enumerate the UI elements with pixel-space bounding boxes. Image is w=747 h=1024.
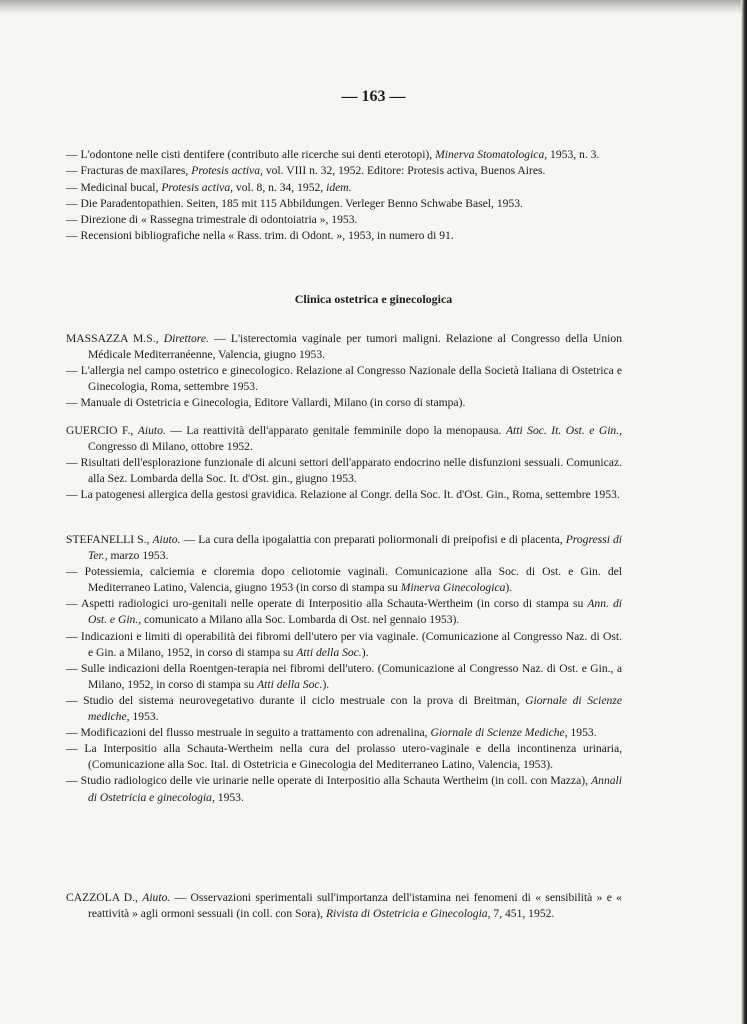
bib-entry: — Die Paradentopathien. Seiten, 185 mit 115 Abbildungen. Verleger Benno Schwabe Basel, 1953. [66, 196, 523, 210]
bib-entry: — Fracturas de maxilares, Protesis activa, vol. VIII n. 32, 1952. Editore: Protesis activa, Buenos Aires. [66, 164, 546, 178]
bib-entry: — Studio del sistema neurovegetativo durante il ciclo mestruale con la prova di Breitman, Giornale di Scienze mediche, 1953. [66, 693, 622, 724]
bib-entry: — Recensioni bibliografiche nella « Rass. trim. di Odont. », 1953, in numero di 91. [66, 229, 454, 243]
scan-right-edge [741, 0, 747, 1024]
author-entry: STEFANELLI S., Aiuto. — La cura della ipogalattia con preparati poliormonali di preipofisi e di placenta, Progressi di Ter., marzo 1953. [66, 533, 623, 563]
bib-entry: — Modificazioni del flusso mestruale in seguito a trattamento con adrenalina, Giornale di Scienze Mediche, 1953. [66, 726, 597, 740]
author-block-cazzola [66, 890, 622, 922]
bib-entry: — L'odontone nelle cisti dentifere (contributo alle ricerche sui denti eterotopi), Minerva Stomatologica, 1953, n. 3. [66, 148, 600, 161]
bib-entry: — L'allergia nel campo ostetrico e ginecologico. Relazione al Congresso Nazionale della Società Italiana di Ostetrica e Ginecologia, Roma, settembre 1953. [66, 364, 622, 394]
bib-entry: — Aspetti radiologici uro-genitali nelle operate di Interpositio alla Schauta-Wertheim (in corso di stampa su Ann. di Ost. e Gin., comunicato a Milano alla Soc. Lombarda di Ost. nel gennaio 1953). [66, 597, 622, 627]
bib-entry: — Sulle indicazioni della Roentgen-terapia nei fibromi dell'utero. (Comunicazione al Congresso Naz. di Ost. e Gin., a Milano, 1952, in corso di stampa su Atti della Soc.). [66, 661, 622, 691]
bib-entry: — Medicinal bucal, Protesis activa, vol. 8, n. 34, 1952, idem. [66, 180, 352, 194]
author-block-massazza [66, 331, 622, 411]
author-entry: MASSAZZA M.S., Direttore. — L'isterectomia vaginale per tumori maligni. Relazione al Congresso della Union Médicale Mediterranéenne, Valencia, giugno 1953. [66, 332, 622, 362]
author-name: CAZZOLA D., [66, 891, 143, 904]
bib-entry: — Indicazioni e limiti di operabilità dei fibromi dell'utero per via vaginale. (Comunicazione al Congresso Naz. di Ost. e Gin. a Milano, 1952, in corso di stampa su Atti della Soc.). [66, 629, 622, 659]
section-heading: Clinica ostetrica e ginecologica [294, 292, 453, 306]
bib-entry: — Potessiemia, calciemia e cloremia dopo celiotomie vaginali. Comunicazione alla Soc. di Ost. e Gin. del Mediterraneo Latino, Valencia, giugno 1953 (in corso di stampa su Minerva Ginecologica). [66, 565, 622, 595]
bib-entry: — Direzione di « Rassegna trimestrale di odontoiatria », 1953. [66, 213, 358, 227]
scan-top-edge [0, 0, 747, 14]
author-entry: CAZZOLA D., Aiuto. — Osservazioni sperimentali sull'importanza dell'istamina nei fenomeni di « sensibilità » e « reattività » agli ormoni sessuali (in coll. con Sora), Rivista di Ostetricia e Ginecologia, 7, 451, 1952. [66, 891, 622, 921]
bib-entry: — La Interpositio alla Schauta-Wertheim nella cura del prolasso utero-vaginale e della incontinenza urinaria, (Comunicazione alla Soc. Ital. di Ostetricia e Ginecologia del Mediterraneo Latino, Valencia, 1953). [66, 742, 622, 772]
bib-entry: — La patogenesi allergica della gestosi gravidica. Relazione al Congr. della Soc. It. d'Ost. Gin., Roma, settembre 1953. [66, 488, 620, 502]
author-name: GUERCIO F., [66, 424, 138, 437]
author-name: STEFANELLI S., [66, 533, 153, 546]
bib-entry: — Risultati dell'esplorazione funzionale di alcuni settori dell'apparato endocrino nelle disfunzioni sessuali. Comunicaz. alla Sez. Lombarda della Soc. It. d'Ost. gin., giugno 1953. [66, 456, 622, 486]
author-name: MASSAZZA M.S., [66, 332, 164, 345]
bib-entry: — Studio radiologico delle vie urinarie nelle operate di Interpositio alla Schauta Wertheim (in coll. con Mazza), Annali di Ostetricia e ginecologia, 1953. [66, 774, 622, 804]
author-block-guercio [66, 423, 622, 503]
page-number: — 163 — [341, 88, 406, 105]
author-block-stefanelli [66, 532, 622, 806]
bib-entry: — Manuale di Ostetricia e Ginecologia, Editore Vallardi, Milano (in corso di stampa). [66, 396, 466, 410]
top-bibliography [66, 147, 622, 245]
author-entry: GUERCIO F., Aiuto. — La reattività dell'apparato genitale femminile dopo la menopausa. Atti Soc. It. Ost. e Gin., Congresso di Milano, ottobre 1952. [66, 424, 623, 454]
